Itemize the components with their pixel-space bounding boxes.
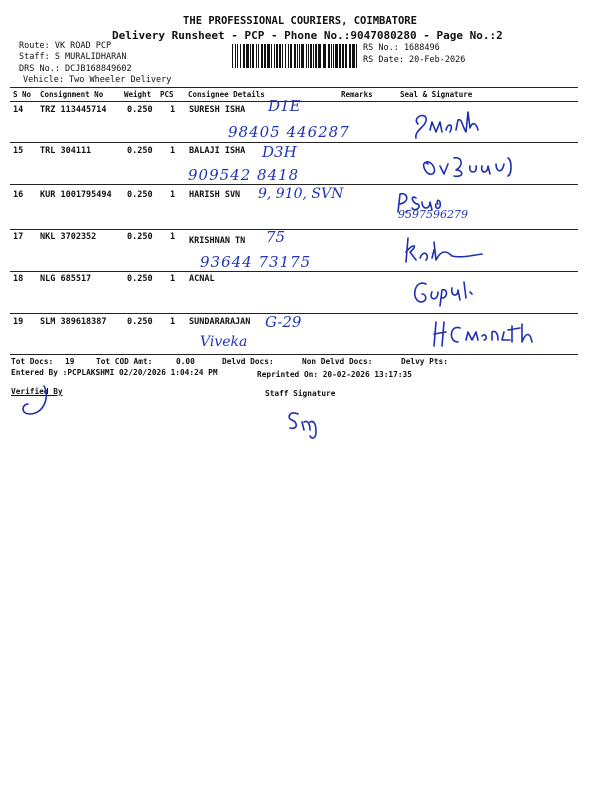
signature-balaji xyxy=(418,148,538,182)
reprinted-on: Reprinted On: 20-02-2026 13:17:35 xyxy=(257,370,412,379)
rs-number: RS No.: 1688496 xyxy=(363,43,440,53)
row-divider xyxy=(10,229,578,230)
signature-psaro xyxy=(392,190,462,216)
barcode xyxy=(232,44,358,68)
row-consignment: NLG 685517 xyxy=(40,274,92,284)
row-weight: 0.250 xyxy=(127,232,153,242)
delvd-docs-label: Delvd Docs: xyxy=(222,357,274,366)
handwritten-phone: 93644 73175 xyxy=(200,253,312,271)
row-consignment: TRL 304111 xyxy=(40,146,92,156)
handwritten-phone: 9597596279 xyxy=(398,208,468,221)
row-weight: 0.250 xyxy=(127,317,153,327)
handwritten-code: D3H xyxy=(262,143,297,161)
row-pcs: 1 xyxy=(170,274,176,284)
row-consignee: BALAJI ISHA xyxy=(189,146,246,156)
rs-date: RS Date: 20-Feb-2026 xyxy=(363,55,466,65)
entered-by: Entered By :PCPLAKSHMI 02/20/2026 1:04:24 PM xyxy=(11,368,218,377)
row-consignee: SUNDARARAJAN xyxy=(189,317,251,327)
signature-karthi xyxy=(400,234,490,264)
tot-cod-label: Tot COD Amt: xyxy=(96,357,153,366)
row-consignee: HARISH SVN xyxy=(189,190,241,200)
col-sno: S No xyxy=(13,90,32,99)
vehicle-text: Vehicle: Two Wheeler Delivery xyxy=(23,75,172,85)
row-weight: 0.250 xyxy=(127,190,153,200)
row-consignment: KUR 1001795494 xyxy=(40,190,112,200)
row-consignee: SURESH ISHA xyxy=(189,105,246,115)
table-bottom-rule xyxy=(10,354,578,355)
col-weight: Weight xyxy=(124,90,152,99)
row-pcs: 1 xyxy=(170,190,176,200)
row-sno: 14 xyxy=(13,105,24,115)
row-pcs: 1 xyxy=(170,146,176,156)
non-delvd-docs-label: Non Delvd Docs: xyxy=(302,357,373,366)
handwritten-code: G-29 xyxy=(265,313,302,331)
staff-text: Staff: S MURALIDHARAN xyxy=(19,52,127,62)
row-sno: 19 xyxy=(13,317,24,327)
verified-by-label: Verified By xyxy=(11,387,63,396)
handwritten-phone: 98405 446287 xyxy=(228,123,350,141)
row-weight: 0.250 xyxy=(127,105,153,115)
tot-docs-value: 19 xyxy=(65,357,75,366)
drs-number: DRS No.: DCJB168849602 xyxy=(19,64,132,74)
row-pcs: 1 xyxy=(170,232,176,242)
row-pcs: 1 xyxy=(170,105,176,115)
row-consignee: ACNAL xyxy=(189,274,215,284)
col-pcs: PCS xyxy=(160,90,174,99)
col-consignment: Consignment No xyxy=(40,90,104,99)
runsheet-subtitle: Delivery Runsheet - PCP - Phone No.:9047080280 - Page No.:2 xyxy=(112,29,503,42)
staff-signature-mark xyxy=(282,404,332,440)
row-consignee: KRISHNAN TN xyxy=(189,236,246,246)
row-pcs: 1 xyxy=(170,317,176,327)
tot-cod-value: 0.00 xyxy=(176,357,195,366)
delvy-pts-label: Delvy Pts: xyxy=(401,357,448,366)
col-consignee: Consignee Details xyxy=(188,90,265,99)
route-text: Route: VK ROAD PCP xyxy=(19,41,112,51)
signature-hemanth xyxy=(430,318,560,350)
company-title: THE PROFESSIONAL COURIERS, COIMBATORE xyxy=(183,15,417,27)
row-weight: 0.250 xyxy=(127,146,153,156)
handwritten-code: 9, 910, SVN xyxy=(258,186,344,202)
col-remarks: Remarks xyxy=(341,90,373,99)
handwritten-code: D1E xyxy=(268,97,301,115)
row-divider xyxy=(10,184,578,185)
handwritten-name: Viveka xyxy=(200,334,248,350)
row-consignment: SLM 389618387 xyxy=(40,317,107,327)
row-sno: 15 xyxy=(13,146,24,156)
staff-signature-label: Staff Signature xyxy=(265,389,336,398)
row-consignment: TRZ 113445714 xyxy=(40,105,107,115)
verifier-mark xyxy=(10,380,60,420)
row-sno: 16 xyxy=(13,190,24,200)
table-top-rule xyxy=(10,87,578,88)
row-weight: 0.250 xyxy=(127,274,153,284)
row-divider xyxy=(10,271,578,272)
handwritten-code: 75 xyxy=(266,228,286,246)
row-sno: 17 xyxy=(13,232,24,242)
col-seal: Seal & Signature xyxy=(400,90,473,99)
signature-suresh xyxy=(410,108,490,142)
row-sno: 18 xyxy=(13,274,24,284)
row-consignment: NKL 3702352 xyxy=(40,232,97,242)
signature-gopal xyxy=(408,276,488,308)
handwritten-phone: 909542 8418 xyxy=(188,166,300,184)
tot-docs-label: Tot Docs: xyxy=(11,357,54,366)
